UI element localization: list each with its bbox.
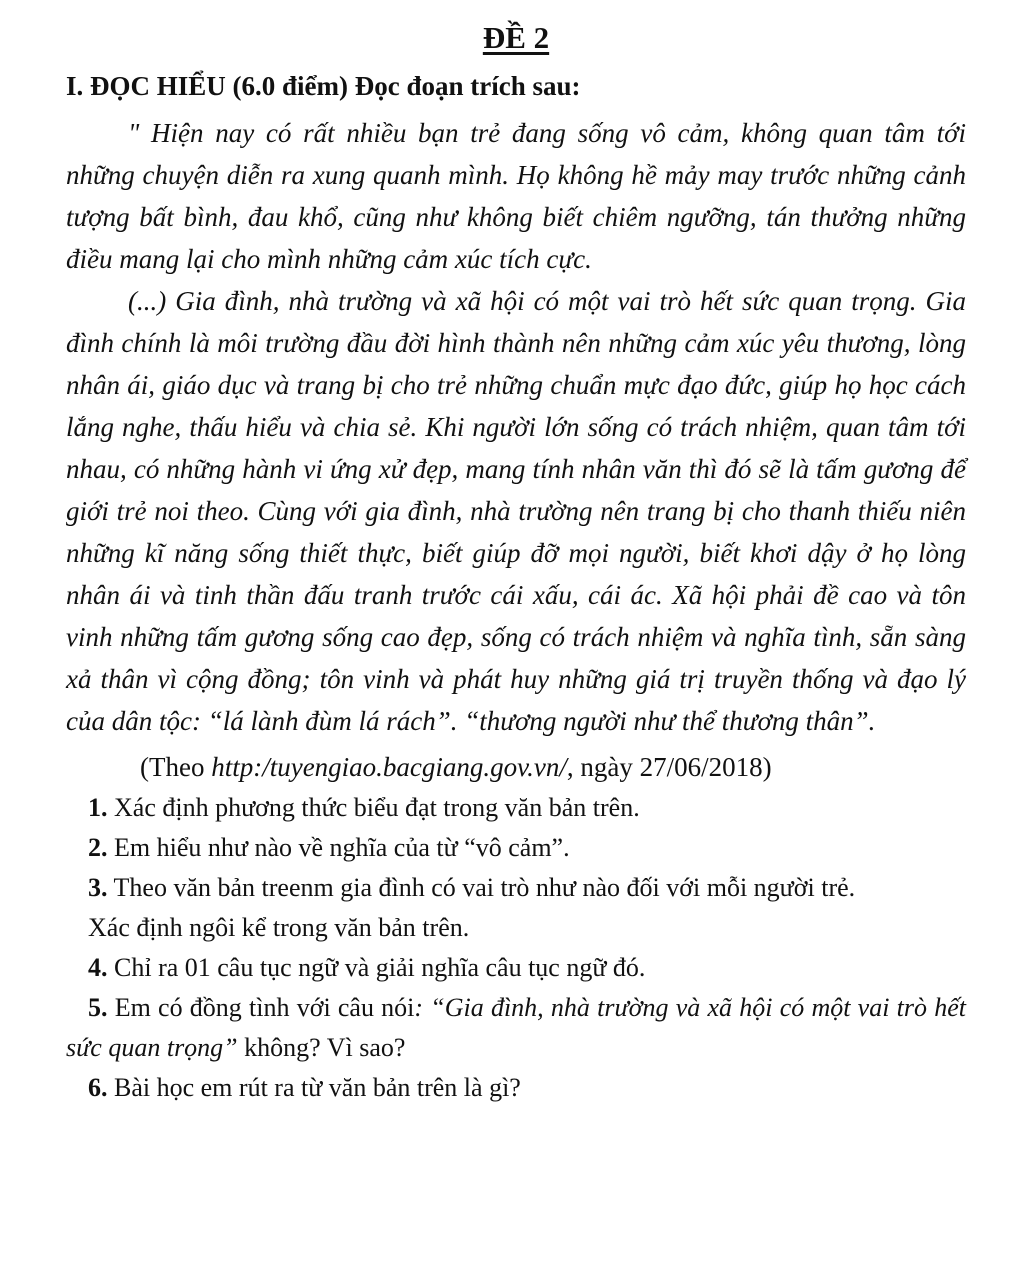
section-heading: I. ĐỌC HIỂU (6.0 điểm) Đọc đoạn trích sau: [66,71,581,101]
question-number: 6. [88,1073,108,1102]
question-number: 2. [88,833,108,862]
source-prefix: (Theo [140,752,212,782]
question-number: 3. [88,873,108,902]
question-5 [66,988,966,1068]
question-list [66,788,966,1108]
question-number: 1. [88,793,108,822]
question-number: 5. [88,993,108,1022]
question-4 [66,948,966,988]
question-2 [66,828,966,868]
question-3-sub [66,908,966,948]
question-1 [66,788,966,828]
question-text: Bài học em rút ra từ văn bản trên là gì? [107,1073,521,1102]
question-text: Theo văn bản treenm gia đình có vai trò như nào đối với mỗi người trẻ. [107,873,856,902]
question-6 [66,1068,966,1108]
question-text: Chỉ ra 01 câu tục ngữ và giải nghĩa câu tục ngữ đó. [107,953,646,982]
question-number: 4. [88,953,108,982]
excerpt-paragraph-2: (...) Gia đình, nhà trường và xã hội có một vai trò hết sức quan trọng. Gia đình chính là môi trường đầu đời hình thành nên những cảm xúc yêu thương, lòng nhân ái, giáo dục và trang bị cho trẻ những chuẩn mực đạo đức, giúp họ học cách lắng nghe, thấu hiểu và chia sẻ. Khi người lớn sống có trách nhiệm, quan tâm tới nhau, có những hành vi ứng xử đẹp, mang tính nhân văn thì đó sẽ là tấm gương để giới trẻ noi theo. Cùng với gia đình, nhà trường nên trang bị cho thanh thiếu niên những kĩ năng sống thiết thực, biết giúp đỡ mọi người, biết khơi dậy ở họ lòng nhân ái và tinh thần đấu tranh trước cái xấu, cái ác. Xã hội phải đề cao và tôn vinh những tấm gương sống cao đẹp, sống có trách nhiệm và nghĩa tình, sẵn sàng xả thân vì cộng đồng; tôn vinh và phát huy những giá trị truyền thống và đạo lý của dân tộc: “lá lành đùm lá rách”. “thương người như thể thương thân”. [66,286,966,736]
question-text-before: Em có đồng tình với câu nói [107,993,415,1022]
excerpt-paragraph-1: " Hiện nay có rất nhiều bạn trẻ đang sống vô cảm, không quan tâm tới những chuyện diễn ra xung quanh mình. Họ không hề mảy may trước những cảnh tượng bất bình, đau khổ, cũng như không biết chiêm ngưỡng, tán thưởng những điều mang lại cho mình những cảm xúc tích cực. [66,118,966,274]
excerpt [66,112,966,742]
source-citation [66,746,966,788]
question-text: Xác định ngôi kể trong văn bản trên. [88,913,470,942]
question-text: Xác định phương thức biểu đạt trong văn bản trên. [107,793,640,822]
source-url: http:/tuyengiao.bacgiang.gov.vn/ [211,752,567,782]
document-title: ĐỀ 2 [482,20,550,55]
question-text-after: không? Vì sao? [237,1033,406,1062]
question-text: Em hiểu như nào về nghĩa của từ “vô cảm”. [107,833,570,862]
question-quote: : “Gia đình, nhà trường và xã hội có một vai trò hết sức quan trọng” [66,993,966,1062]
question-3 [66,868,966,908]
source-suffix: , ngày 27/06/2018) [566,752,772,782]
